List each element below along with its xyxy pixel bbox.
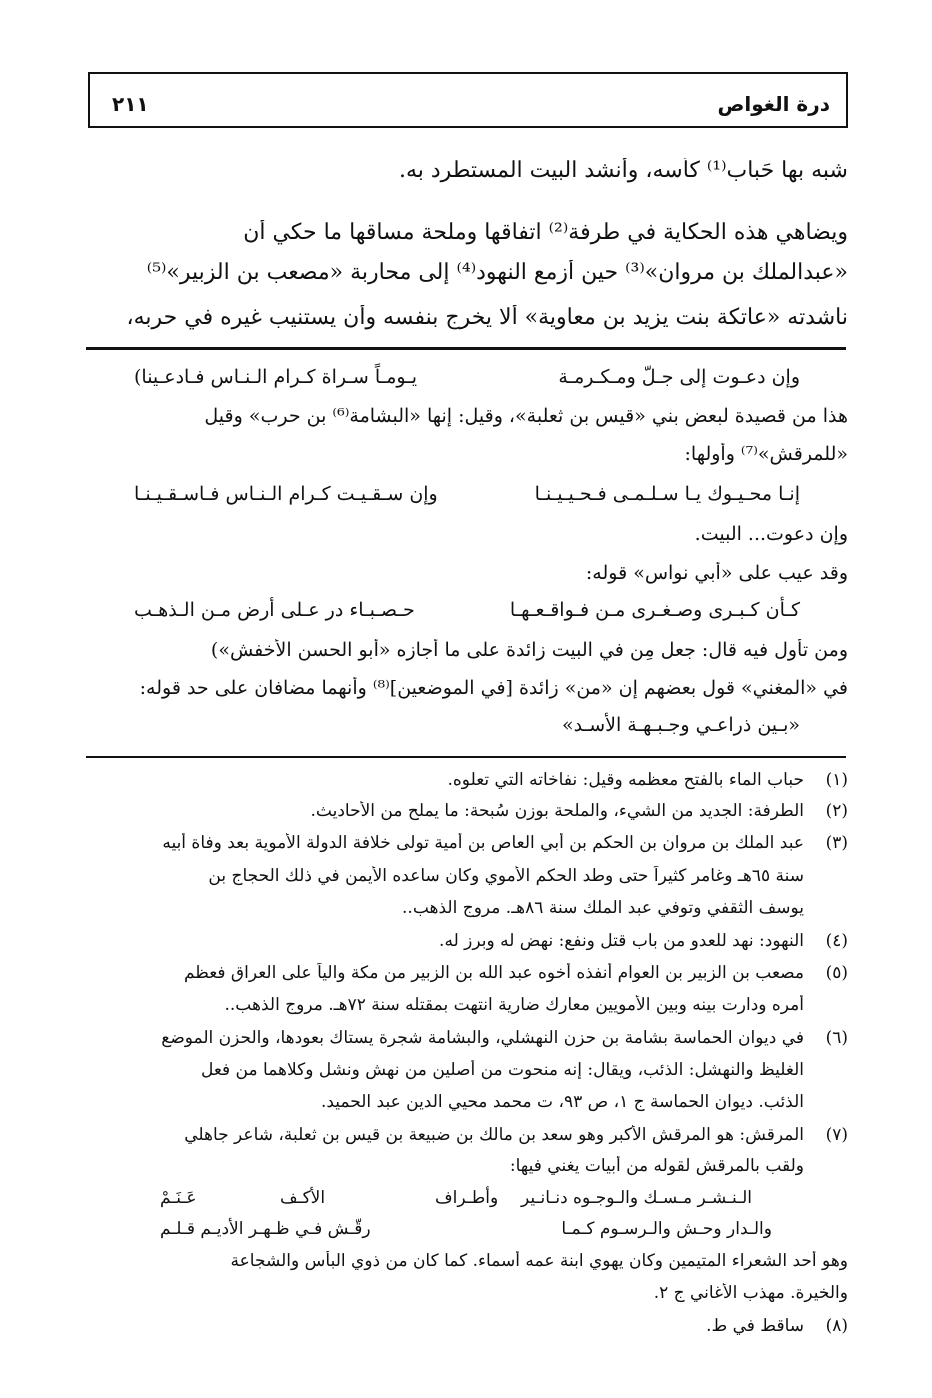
body-line-5: ومن تأول فيه قال: جعل مِن في البيت زائدة على ما أجازه «أبو الحسن الأخفش») <box>210 639 848 661</box>
verse-1-first-hemistich: وإن دعـوت إلى جـلّ ومـكـرمـة <box>558 366 800 388</box>
footnote-3-line-1: عبد الملك بن مروان بن الحكم بن أبي العاص بن أمية تولى خلافة الدولة الأموية بعد وفاة أبيه <box>162 833 804 853</box>
footnote-5-number: (٥) <box>825 963 848 983</box>
footnote-7-line-4: والخيرة. مهذب الأغاني ج ٢. <box>653 1283 848 1303</box>
footnote-6-line-1: في ديوان الحماسة بشامة بن حزن النهشلي، والبشامة شجرة يستاك بعودها، والحزن الموضع <box>161 1028 804 1048</box>
running-title: درة الغواص <box>717 92 830 116</box>
footnote-8-number: (٨) <box>825 1316 848 1336</box>
section-rule <box>86 347 846 350</box>
body-line-2: «للمرقش»⁽⁷⁾ وأولها: <box>684 443 848 465</box>
page-number: ٢١١ <box>112 92 149 116</box>
fn7-verse-2-b: رقّـش فـي ظـهـر الأديـم قـلـم <box>160 1219 371 1239</box>
body-line-7: «بـين ذراعـي وجـبـهـة الأسـد» <box>562 714 800 736</box>
main-line-4: ناشدته «عاتكة بنت يزيد بن معاوية» ألا يخرج بنفسه وأن يستنيب غيره في حربه، <box>126 305 848 330</box>
footnote-4-text: النهود: نهد للعدو من باب قتل ونفع: نهض له وبرز له. <box>439 931 804 951</box>
verse-2-first-hemistich: إنـا محـيـوك يـا سـلـمـى فـحـيـيـنـا <box>534 483 800 505</box>
footnote-3-number: (٣) <box>825 833 848 853</box>
footnote-6-line-3: الذئب. ديوان الحماسة ج ١، ص ٩٣، ت محمد محيي الدين عبد الحميد. <box>320 1092 804 1112</box>
footnote-8-text: ساقط في ط. <box>706 1316 804 1336</box>
footnote-7-line-1: المرقش: هو المرقش الأكبر وهو سعد بن مالك بن ضبيعة بن قيس بن ثعلبة، شاعر جاهلي <box>184 1125 804 1145</box>
fn7-verse-2-a: والـدار وحـش والـرسـوم كـمـا <box>561 1219 772 1239</box>
body-line-6: في «المغني» قول بعضهم إن «من» زائدة [في الموضعين]⁽⁸⁾ وأنهما مضافان على حد قوله: <box>139 677 848 699</box>
footnote-6-line-2: الغليظ والنهشل: الذئب، ويقال: إنه منحوت من أصلين من نهش ونشل وكلاهما من فعل <box>200 1060 804 1080</box>
main-line-2: ويضاهي هذه الحكاية في طرفة⁽²⁾ اتفاقها وملحة مساقها ما حكي أن <box>243 220 848 245</box>
footnote-7-line-2: ولقب بالمرقش لقوله من أبيات يغني فيها: <box>509 1156 804 1176</box>
footnote-3-line-2: سنة ٦٥هـ وغامر كثيراً حتى وطد الحكم الأموي وكان ساعده الأيمن في ذلك الحجاج بن <box>208 866 804 886</box>
footnote-4-number: (٤) <box>825 931 848 951</box>
footnote-1-number: (١) <box>825 770 848 790</box>
fn7-verse-1-c: الأكـف <box>280 1188 326 1208</box>
footnote-2-number: (٢) <box>825 801 848 821</box>
footnote-7-line-3: وهو أحد الشعراء المتيمين وكان يهوي ابنة عمه أسماء. كما كان من ذوي البأس والشجاعة <box>230 1251 848 1271</box>
fn7-verse-1-b: وأطـراف <box>435 1188 499 1208</box>
footnote-6-number: (٦) <box>825 1028 848 1048</box>
footnote-2-text: الطرفة: الجديد من الشيء، والملحة بوزن سُبحة: ما يملح من الأحاديث. <box>310 801 804 821</box>
verse-3-second-hemistich: حـصـبـاء در عـلى أرض مـن الـذهـب <box>134 599 415 621</box>
body-line-4: وقد عيب على «أبي نواس» قوله: <box>585 562 848 584</box>
verse-2-second-hemistich: وإن سـقـيـت كـرام الـنـاس فـاسـقـيـنـا <box>134 483 438 505</box>
page-header <box>88 72 848 128</box>
fn7-verse-1-a: الـنـشـر مـسـك والـوجـوه دنـانـير <box>520 1188 752 1208</box>
footnote-rule <box>86 756 846 758</box>
body-line-1: هذا من قصيدة لبعض بني «قيس بن ثعلبة»، وقيل: إنها «البشامة⁽⁶⁾ بن حرب» وقيل <box>204 405 848 427</box>
main-line-1: شبه بها حَباب⁽¹⁾ كأسه، وأنشد البيت المستطرد به. <box>398 158 848 183</box>
footnote-5-line-1: مصعب بن الزبير بن العوام أنفذه أخوه عبد الله بن الزبير من مكة والياً على العراق فعظم <box>183 963 804 983</box>
footnote-5-line-2: أمره ودارت بينه وبين الأمويين معارك ضارية انتهت بمقتله سنة ٧٢هـ. مروج الذهب.. <box>224 995 804 1015</box>
main-line-3: «عبدالملك بن مروان»⁽³⁾ حين أزمع النهود⁽⁴⁾ إلى محاربة «مصعب بن الزبير»⁽⁵⁾ <box>146 260 848 285</box>
footnote-3-line-3: يوسف الثقفي وتوفي عبد الملك سنة ٨٦هـ. مروج الذهب.. <box>402 898 804 918</box>
body-line-3: وإن دعوت... البيت. <box>694 523 848 545</box>
verse-3-first-hemistich: كـأن كـبـرى وصـغـرى مـن فـواقـعـهـا <box>509 599 800 621</box>
verse-1-second-hemistich: يـومـاً سـراة كـرام الـنـاس فـادعـينا) <box>134 366 418 388</box>
fn7-verse-1-d: عَـنَـمْ <box>160 1188 197 1208</box>
footnote-1-text: حباب الماء بالفتح معظمه وقيل: نفاخاته التي تعلوه. <box>447 770 804 790</box>
footnote-7-number: (٧) <box>825 1125 848 1145</box>
